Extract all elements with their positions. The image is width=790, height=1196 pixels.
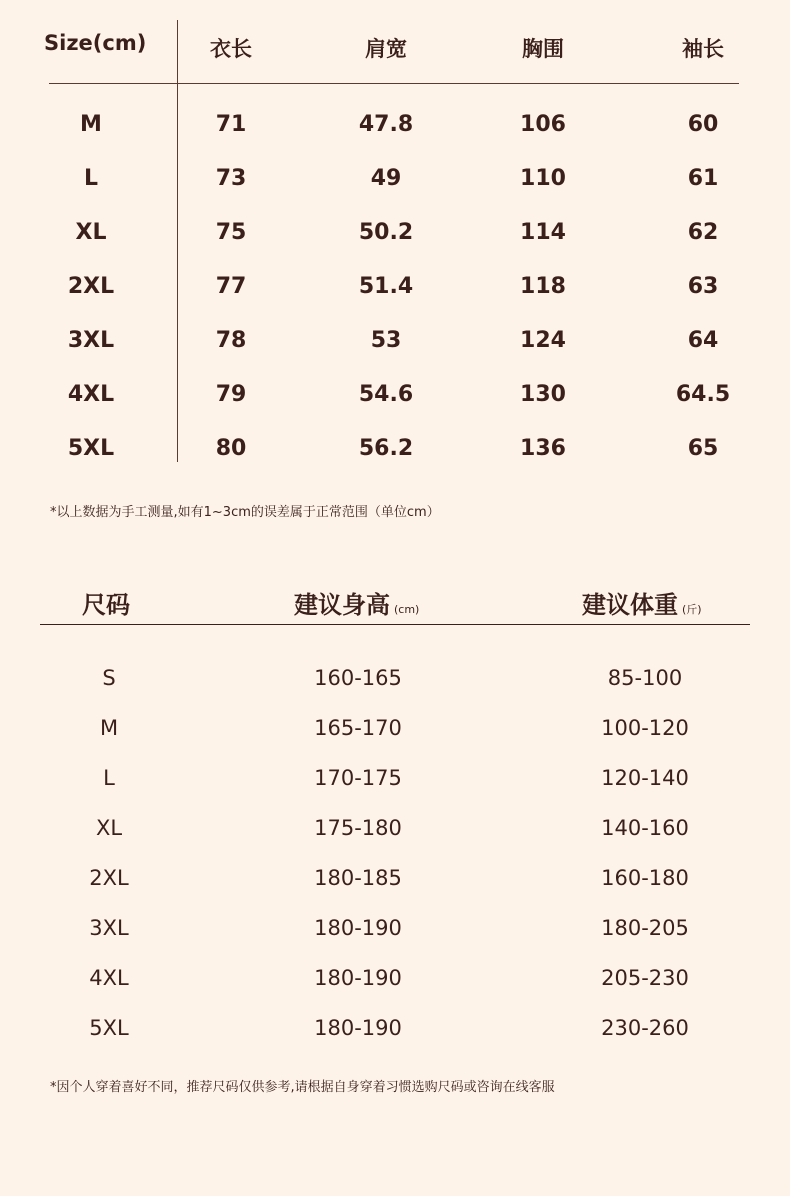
length-cell: 79	[215, 382, 247, 407]
shoulder-cell: 49	[370, 166, 402, 191]
height-cell: 165-170	[314, 716, 402, 740]
shoulder-header: 肩宽	[365, 37, 407, 61]
size-cell: L	[83, 166, 99, 191]
chest-cell: 136	[520, 436, 566, 461]
height-cell: 180-190	[314, 1016, 402, 1040]
weight-cell: 120-140	[601, 766, 689, 790]
size-header	[82, 585, 130, 620]
size-cell: M	[80, 112, 102, 137]
sleeve-cell: 64	[687, 328, 719, 353]
weight-cell: 100-120	[601, 716, 689, 740]
size-cell: 5XL	[89, 1016, 129, 1040]
chest-cell: 130	[520, 382, 566, 407]
chest-cell: 110	[520, 166, 566, 191]
sleeve-cell: 64.5	[675, 382, 731, 407]
weight-cell: 85-100	[607, 666, 683, 690]
height-cell: 175-180	[314, 816, 402, 840]
length-header: 衣长	[210, 37, 252, 61]
header-divider	[40, 624, 750, 625]
size-cell: S	[102, 666, 116, 690]
length-cell: 75	[215, 220, 247, 245]
size-header-label: 尺码	[82, 591, 130, 619]
size-cell: 3XL	[89, 916, 129, 940]
size-cell: L	[103, 766, 115, 790]
chest-cell: 114	[520, 220, 566, 245]
chest-cell: 124	[520, 328, 566, 353]
size-cell: 2XL	[67, 274, 115, 299]
height-cell: 180-190	[314, 966, 402, 990]
length-cell: 71	[215, 112, 247, 137]
size-cell: M	[99, 716, 119, 740]
height-header-label: 建议身高	[294, 591, 390, 619]
weight-cell: 230-260	[601, 1016, 689, 1040]
weight-cell: 160-180	[601, 866, 689, 890]
length-cell: 77	[215, 274, 247, 299]
sleeve-cell: 60	[687, 112, 719, 137]
length-cell: 78	[215, 328, 247, 353]
header-divider	[49, 83, 739, 84]
weight-unit: (斤)	[682, 603, 702, 616]
sleeve-cell: 63	[687, 274, 719, 299]
chest-cell: 106	[520, 112, 566, 137]
height-cell: 160-165	[314, 666, 402, 690]
recommend-note: *因个人穿着喜好不同，推荐尺码仅供参考,请根据自身穿着习惯选购尺码或咨询在线客服	[50, 1080, 555, 1095]
height-unit: (cm)	[394, 603, 420, 616]
size-header: Size(cm)	[44, 31, 147, 55]
size-cell: XL	[95, 816, 123, 840]
chest-header: 胸围	[522, 37, 564, 61]
shoulder-cell: 56.2	[358, 436, 414, 461]
size-cell: 4XL	[67, 382, 115, 407]
weight-cell: 140-160	[601, 816, 689, 840]
sleeve-cell: 62	[687, 220, 719, 245]
size-cell: 2XL	[89, 866, 129, 890]
weight-header	[582, 585, 702, 620]
measurement-note: *以上数据为手工测量,如有1~3cm的误差属于正常范围（单位cm）	[50, 505, 440, 520]
height-cell: 180-185	[314, 866, 402, 890]
chest-cell: 118	[520, 274, 566, 299]
weight-header-label: 建议体重	[582, 591, 678, 619]
height-cell: 170-175	[314, 766, 402, 790]
length-cell: 80	[215, 436, 247, 461]
size-cell: 5XL	[67, 436, 115, 461]
shoulder-cell: 47.8	[358, 112, 414, 137]
sleeve-header: 袖长	[682, 37, 724, 61]
sleeve-cell: 65	[687, 436, 719, 461]
length-cell: 73	[215, 166, 247, 191]
size-cell: XL	[75, 220, 107, 245]
shoulder-cell: 51.4	[358, 274, 414, 299]
weight-cell: 205-230	[601, 966, 689, 990]
size-cell: 3XL	[67, 328, 115, 353]
height-cell: 180-190	[314, 916, 402, 940]
size-cell: 4XL	[89, 966, 129, 990]
sleeve-cell: 61	[687, 166, 719, 191]
shoulder-cell: 54.6	[358, 382, 414, 407]
height-header	[294, 585, 419, 620]
shoulder-cell: 50.2	[358, 220, 414, 245]
weight-cell: 180-205	[601, 916, 689, 940]
shoulder-cell: 53	[370, 328, 402, 353]
